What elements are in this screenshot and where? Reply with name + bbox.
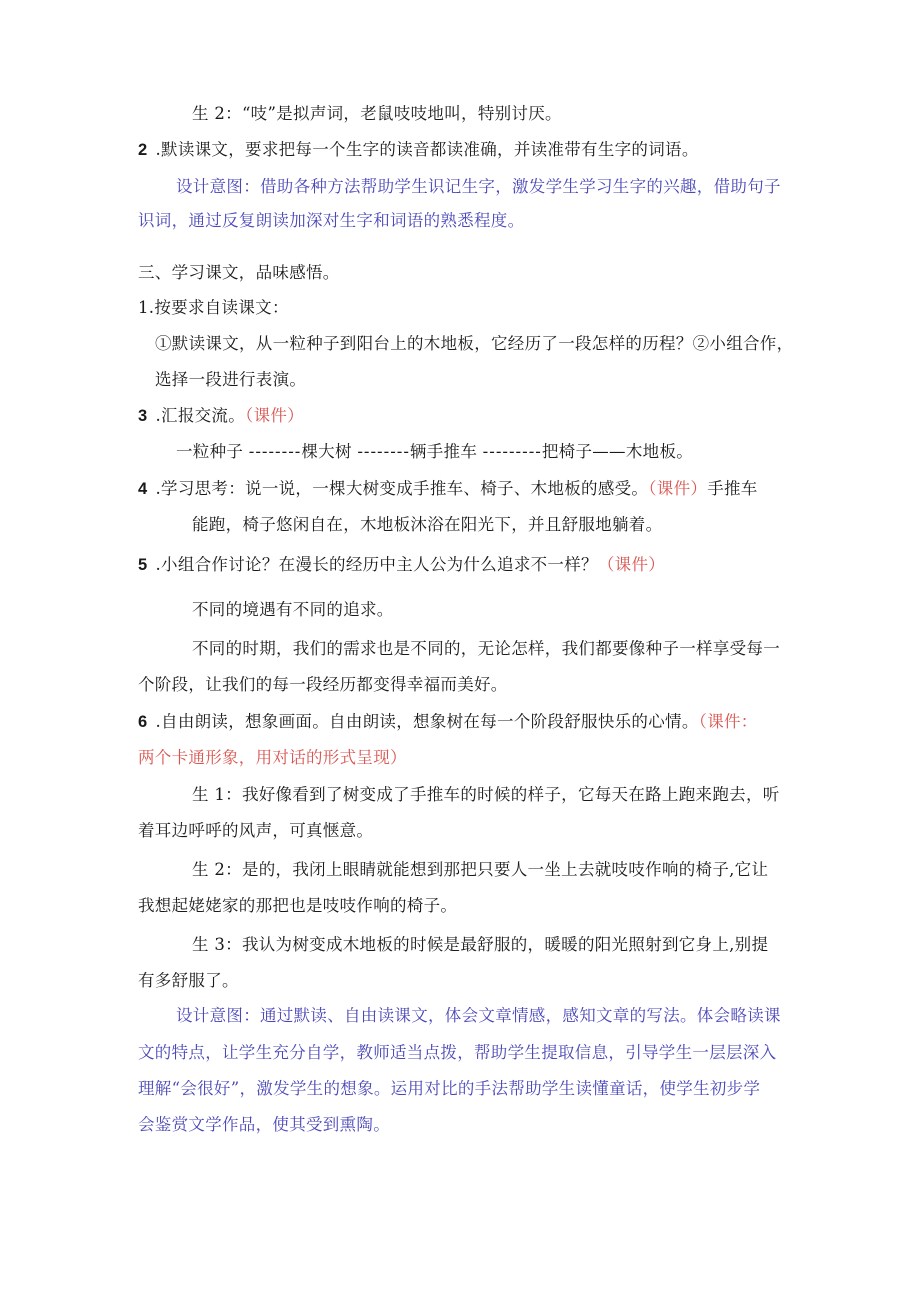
- step-number: 4: [138, 480, 148, 498]
- section-heading-3: 三、学习课文，品味感悟。: [138, 263, 340, 282]
- student-1-dialogue-line-1: 生 1：我好像看到了树变成了手推车的时候的样子，它每天在路上跑来跑去，听: [192, 785, 780, 804]
- step-2-line: 2 .默读课文，要求把每一个生字的读音都读准确，并读准带有生字的词语。: [138, 140, 699, 159]
- courseware-tag: （课件：: [698, 712, 758, 731]
- design-intent-2-line-1: 设计意图：通过默读、自由读课文，体会文章情感，感知文章的写法。体会略读课: [176, 1006, 781, 1025]
- student-2-dialogue-line-2: 我想起姥姥家的那把也是吱吱作响的椅子。: [138, 896, 458, 915]
- step-4-line-2: 能跑，椅子悠闲自在，木地板沐浴在阳光下，并且舒服地躺着。: [192, 515, 663, 534]
- courseware-note: 两个卡通形象，用对话的形式呈现）: [138, 748, 407, 767]
- step-4-line: 4 .学习思考：说一说，一棵大树变成手推车、椅子、木地板的感受。（课件）手推车: [138, 479, 758, 498]
- step-number: 3: [138, 407, 148, 425]
- answer-line-1: 不同的境遇有不同的追求。: [192, 600, 394, 619]
- student-2-dialogue-line-1: 生 2：是的，我闭上眼睛就能想到那把只要人一坐上去就吱吱作响的椅子,它让: [192, 860, 769, 879]
- courseware-tag: （课件）: [245, 406, 304, 425]
- design-intent-2-line-4: 会鉴赏文学作品，使其受到熏陶。: [138, 1115, 390, 1134]
- step-6-line: 6 .自由朗读，想象画面。自由朗读，想象树在每一个阶段舒服快乐的心情。（课件：: [138, 712, 758, 731]
- answer-line-2: 不同的时期，我们的需求也是不同的，无论怎样，我们都要像种子一样享受每一: [192, 639, 780, 658]
- step-number: 6: [138, 713, 148, 731]
- step-3-line: 3 .汇报交流。（课件）: [138, 406, 304, 425]
- reading-task-line-1: ①默读课文，从一粒种子到阳台上的木地板，它经历了一段怎样的历程？②小组合作，: [155, 334, 794, 353]
- step-1-line: 1.按要求自读课文：: [138, 298, 289, 317]
- student-3-dialogue-line-2: 有多舒服了。: [138, 971, 239, 990]
- step-5-line: 5 .小组合作讨论？在漫长的经历中主人公为什么追求不一样？（课件）: [138, 555, 666, 574]
- growth-sequence-line: 一粒种子 --------棵大树 --------辆手推车 ---------把椅子——木地板。: [176, 442, 694, 461]
- student-2-line: 生 2：“吱”是拟声词，老鼠吱吱地叫，特别讨厌。: [192, 104, 562, 123]
- student-3-dialogue-line-1: 生 3：我认为树变成木地板的时候是最舒服的，暖暖的阳光照射到它身上,别提: [192, 935, 769, 954]
- courseware-tag: （课件）: [597, 555, 666, 574]
- design-intent-2-line-3: 理解“会很好”，激发学生的想象。运用对比的手法帮助学生读懂童话，使学生初步学: [138, 1079, 761, 1098]
- step-number: 5: [138, 556, 148, 574]
- answer-line-3: 个阶段，让我们的每一段经历都变得幸福而美好。: [138, 675, 508, 694]
- reading-task-line-2: 选择一段进行表演。: [155, 370, 307, 389]
- courseware-tag: （课件）: [648, 479, 708, 498]
- design-intent-1-line-1: 设计意图：借助各种方法帮助学生识记生字，激发学生学习生字的兴趣，借助句子: [176, 177, 781, 196]
- step-number: 2: [138, 141, 148, 159]
- student-1-dialogue-line-2: 着耳边呼呼的风声，可真惬意。: [138, 821, 374, 840]
- design-intent-1-line-2: 识词，通过反复朗读加深对生字和词语的熟悉程度。: [138, 211, 525, 230]
- design-intent-2-line-2: 文的特点，让学生充分自学，教师适当点拨，帮助学生提取信息，引导学生一层层深入: [138, 1043, 777, 1062]
